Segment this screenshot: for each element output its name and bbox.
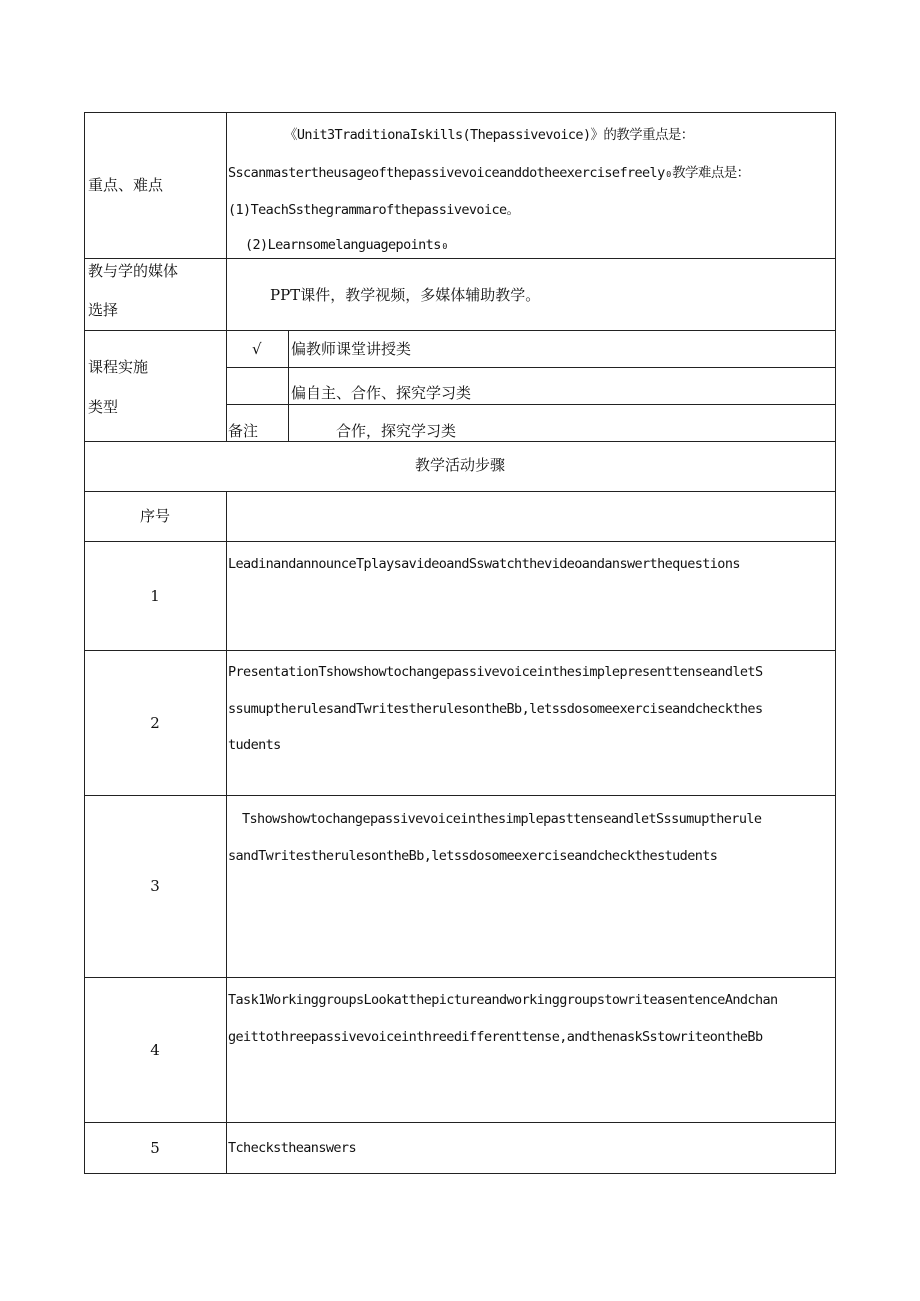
- media-label-line-1: 教与学的媒体: [88, 262, 179, 280]
- note-value: 合作，探究学习类: [336, 422, 457, 440]
- row-divider: [226, 367, 836, 368]
- focus-label: 重点、难点: [88, 176, 164, 194]
- step-text-line: Tcheckstheanswers: [228, 1140, 356, 1156]
- row-divider: [84, 258, 836, 259]
- steps-heading: 教学活动步骤: [414, 456, 505, 474]
- media-label-line-2: 选择: [88, 301, 119, 319]
- column-divider: [226, 112, 227, 441]
- course-type-label-line-2: 类型: [88, 398, 119, 416]
- row-divider: [84, 650, 836, 651]
- step-text-line: tudents: [228, 737, 281, 753]
- focus-line-3: (1)TeachSsthegrammarofthepassivevoice。: [228, 202, 520, 218]
- lesson-plan-table: [84, 112, 836, 1174]
- row-divider: [84, 1122, 836, 1123]
- course-type-label-line-1: 课程实施: [88, 358, 149, 376]
- note-label: 备注: [228, 422, 259, 440]
- step-index: 5: [150, 1139, 160, 1157]
- course-type-option-1: 偏教师课堂讲授类: [291, 340, 412, 358]
- step-text-line: LeadinandannounceTplaysavideoandSswatchthevideoandanswerthequestions: [228, 556, 740, 572]
- step-text-line: geittothreepassivevoiceinthreedifferenttense,andthenaskSstowriteontheBb: [228, 1029, 763, 1045]
- step-text-line: ssumuptherulesandTwritestherulesontheBb,letssdosomeexerciseandcheckthes: [228, 701, 763, 717]
- row-divider: [84, 541, 836, 542]
- step-text-line: Task1WorkinggroupsLookatthepictureandworkinggroupstowriteasentenceAndchan: [228, 992, 778, 1008]
- course-type-option-2: 偏自主、合作、探究学习类: [291, 384, 472, 402]
- index-column-header: 序号: [139, 507, 170, 525]
- step-text-line: TshowshowtochangepassivevoiceinthesimplepasttenseandletSssumuptherule: [242, 811, 762, 827]
- row-divider: [84, 491, 836, 492]
- focus-line-4: (2)Learnsomelanguagepoints₀: [245, 237, 449, 253]
- row-divider: [226, 404, 836, 405]
- step-text-line: sandTwritestherulesontheBb,letssdosomeexerciseandcheckthestudents: [228, 848, 718, 864]
- column-divider: [288, 330, 289, 441]
- step-text-line: PresentationTshowshowtochangepassivevoiceinthesimplepresenttenseandletS: [228, 664, 763, 680]
- media-content: PPT课件，教学视频，多媒体辅助教学。: [270, 286, 541, 304]
- focus-line-1: 《Unit3TraditionaIskills(Thepassivevoice)》的教学重点是：: [284, 127, 694, 143]
- step-index: 4: [150, 1041, 160, 1059]
- row-divider: [84, 977, 836, 978]
- step-index: 3: [150, 877, 160, 895]
- focus-line-2: Sscanmastertheusageofthepassivevoiceanddotheexercisefreely₀教学难点是：: [228, 165, 750, 181]
- column-divider: [226, 491, 227, 1174]
- row-divider: [84, 330, 836, 331]
- step-index: 1: [150, 587, 160, 605]
- row-divider: [84, 441, 836, 442]
- step-index: 2: [150, 714, 160, 732]
- row-divider: [84, 795, 836, 796]
- check-mark: √: [252, 340, 262, 358]
